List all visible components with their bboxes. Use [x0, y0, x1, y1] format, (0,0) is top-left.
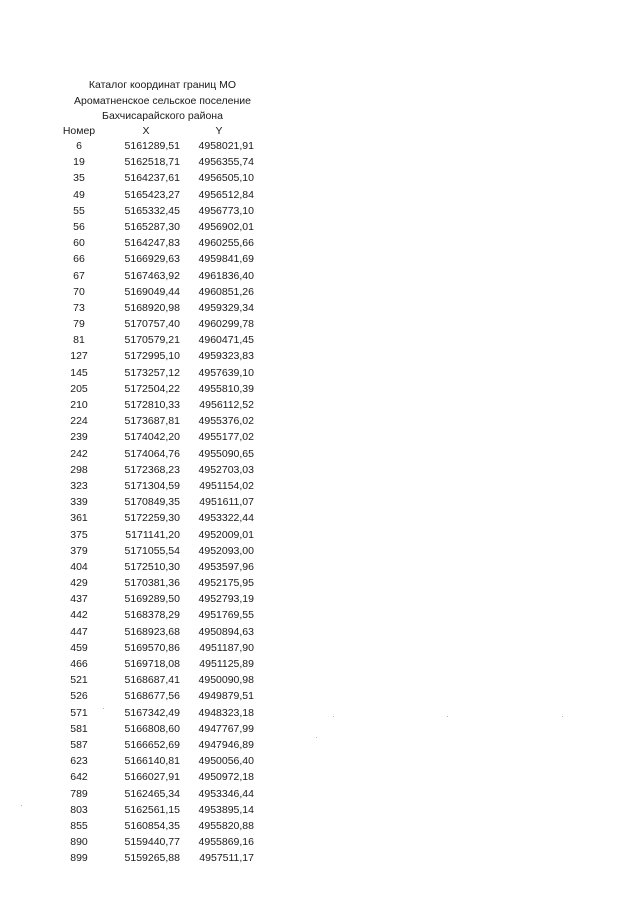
point-number: 70 [73, 285, 85, 298]
x-coordinate: 5171304,59 [124, 479, 180, 492]
table-row [0, 656, 639, 672]
table-row [0, 624, 639, 640]
point-number: 789 [70, 787, 88, 800]
x-coordinate: 5166929,63 [124, 253, 180, 266]
table-row [0, 786, 639, 802]
y-coordinate: 4959323,83 [198, 350, 254, 363]
point-number: 73 [73, 301, 85, 314]
catalog-settlement-name: Ароматненское сельское поселение [74, 95, 251, 107]
y-coordinate: 4950056,40 [198, 755, 254, 768]
table-row [0, 494, 639, 510]
point-number: 361 [70, 512, 88, 525]
table-row [0, 834, 639, 850]
table-row [0, 510, 639, 526]
y-coordinate: 4952175,95 [198, 577, 254, 590]
table-row [0, 802, 639, 818]
table-row [0, 818, 639, 834]
point-number: 442 [70, 609, 88, 622]
y-coordinate: 4953322,44 [198, 512, 254, 525]
x-coordinate: 5160854,35 [124, 819, 180, 832]
point-number: 429 [70, 577, 88, 590]
x-coordinate: 5172995,10 [124, 350, 180, 363]
y-coordinate: 4959841,69 [198, 253, 254, 266]
column-headers [0, 123, 639, 139]
x-coordinate: 5168687,41 [124, 674, 180, 687]
x-coordinate: 5164237,61 [124, 172, 180, 185]
y-coordinate: 4955869,16 [198, 836, 254, 849]
table-row [0, 365, 639, 381]
x-coordinate: 5170849,35 [124, 496, 180, 509]
point-number: 6 [76, 140, 82, 152]
y-coordinate: 4956512,84 [198, 188, 254, 201]
table-row [0, 429, 639, 445]
x-coordinate: 5159440,77 [124, 836, 180, 849]
point-number: 210 [70, 399, 88, 411]
point-number: 60 [73, 237, 85, 250]
y-coordinate: 4956112,52 [199, 399, 254, 411]
scan-speck [21, 805, 22, 806]
table-row [0, 413, 639, 429]
point-number: 79 [73, 318, 85, 331]
y-coordinate: 4952093,00 [198, 544, 254, 557]
x-coordinate: 5170757,40 [124, 318, 180, 331]
point-number: 581 [70, 722, 88, 735]
x-coordinate: 5168378,29 [124, 609, 180, 622]
y-coordinate: 4952009,01 [198, 528, 254, 541]
table-row [0, 251, 639, 267]
x-coordinate: 5165423,27 [124, 188, 180, 201]
point-number: 571 [70, 706, 88, 719]
table-row [0, 187, 639, 203]
y-coordinate: 4956902,01 [198, 220, 254, 233]
table-row [0, 138, 639, 154]
y-coordinate: 4958021,91 [198, 140, 254, 152]
scan-speck [447, 716, 448, 717]
table-row [0, 284, 639, 300]
x-coordinate: 5174064,76 [124, 447, 180, 460]
x-coordinate: 5161289,51 [124, 140, 180, 152]
table-row [0, 640, 639, 656]
table-row [0, 607, 639, 623]
x-coordinate: 5174042,20 [124, 431, 180, 444]
point-number: 127 [70, 350, 88, 363]
y-coordinate: 4953895,14 [198, 803, 254, 816]
table-row [0, 219, 639, 235]
x-coordinate: 5166140,81 [124, 755, 180, 768]
x-coordinate: 5169289,50 [124, 593, 180, 606]
x-coordinate: 5172510,30 [124, 560, 180, 573]
point-number: 323 [70, 479, 88, 492]
point-number: 19 [73, 156, 85, 169]
y-coordinate: 4955090,65 [198, 447, 254, 460]
table-row [0, 753, 639, 769]
x-coordinate: 5172368,23 [124, 463, 180, 476]
point-number: 459 [70, 641, 88, 654]
point-number: 437 [70, 593, 88, 606]
x-coordinate: 5173257,12 [124, 366, 180, 379]
x-coordinate: 5164247,83 [124, 237, 180, 250]
table-row [0, 154, 639, 170]
x-coordinate: 5172259,30 [124, 512, 180, 525]
y-coordinate: 4960471,45 [198, 334, 254, 347]
table-row [0, 300, 639, 316]
scan-speck [316, 737, 317, 738]
y-coordinate: 4957511,17 [199, 852, 254, 865]
y-coordinate: 4955810,39 [198, 382, 254, 395]
x-coordinate: 5166652,69 [124, 738, 180, 751]
point-number: 899 [70, 852, 88, 865]
x-coordinate: 5168920,98 [124, 301, 180, 314]
point-number: 642 [70, 771, 88, 784]
y-coordinate: 4960255,66 [198, 237, 254, 250]
y-coordinate: 4956505,10 [198, 172, 254, 185]
x-coordinate: 5172810,33 [124, 399, 180, 411]
point-number: 855 [70, 819, 88, 832]
x-coordinate: 5168677,56 [124, 690, 180, 703]
x-coordinate: 5167463,92 [124, 269, 180, 282]
table-row [0, 769, 639, 785]
point-number: 521 [70, 674, 88, 687]
y-coordinate: 4952703,03 [198, 463, 254, 476]
table-row [0, 316, 639, 332]
column-header-x: X [142, 125, 150, 137]
point-number: 81 [73, 334, 85, 347]
table-row [0, 381, 639, 397]
point-number: 145 [70, 366, 88, 379]
x-coordinate: 5170381,36 [124, 577, 180, 590]
y-coordinate: 4955376,02 [198, 415, 254, 428]
y-coordinate: 4956773,10 [198, 204, 254, 217]
column-header-number: Номер [62, 125, 96, 137]
x-coordinate: 5165332,45 [124, 204, 180, 217]
point-number: 239 [70, 431, 88, 444]
y-coordinate: 4948323,18 [198, 706, 254, 719]
table-row [0, 705, 639, 721]
point-number: 587 [70, 738, 88, 751]
table-row [0, 672, 639, 688]
y-coordinate: 4951125,89 [199, 658, 254, 670]
point-number: 466 [70, 658, 88, 670]
y-coordinate: 4950090,98 [198, 674, 254, 687]
y-coordinate: 4957639,10 [198, 366, 254, 379]
y-coordinate: 4951611,07 [199, 496, 254, 509]
y-coordinate: 4947767,99 [198, 722, 254, 735]
y-coordinate: 4949879,51 [198, 690, 254, 703]
x-coordinate: 5169049,44 [124, 285, 180, 298]
table-row [0, 170, 639, 186]
y-coordinate: 4950894,63 [198, 625, 254, 638]
y-coordinate: 4951769,55 [198, 609, 254, 622]
point-number: 242 [70, 447, 88, 460]
y-coordinate: 4955177,02 [198, 431, 254, 444]
table-row [0, 462, 639, 478]
point-number: 224 [70, 415, 88, 428]
y-coordinate: 4959329,34 [198, 301, 254, 314]
point-number: 67 [73, 269, 85, 282]
x-coordinate: 5162518,71 [124, 156, 180, 169]
table-row [0, 559, 639, 575]
x-coordinate: 5173687,81 [124, 415, 180, 428]
point-number: 379 [70, 544, 88, 557]
table-row [0, 397, 639, 413]
x-coordinate: 5169570,86 [124, 641, 180, 654]
y-coordinate: 4951154,02 [199, 479, 254, 492]
x-coordinate: 5170579,21 [124, 334, 180, 347]
point-number: 66 [73, 253, 85, 266]
table-row [0, 348, 639, 364]
x-coordinate: 5167342,49 [124, 706, 180, 719]
point-number: 56 [73, 220, 85, 233]
table-row [0, 591, 639, 607]
y-coordinate: 4951187,90 [199, 641, 254, 654]
table-row [0, 268, 639, 284]
table-row [0, 543, 639, 559]
point-number: 339 [70, 496, 88, 509]
point-number: 49 [73, 188, 85, 201]
x-coordinate: 5166027,91 [124, 771, 180, 784]
x-coordinate: 5171141,20 [125, 528, 180, 541]
table-row [0, 478, 639, 494]
table-row [0, 575, 639, 591]
table-row [0, 850, 639, 866]
x-coordinate: 5159265,88 [124, 852, 180, 865]
scan-speck [333, 716, 334, 717]
x-coordinate: 5172504,22 [124, 382, 180, 395]
y-coordinate: 4960851,26 [198, 285, 254, 298]
y-coordinate: 4960299,78 [198, 318, 254, 331]
y-coordinate: 4952793,19 [198, 593, 254, 606]
table-row [0, 737, 639, 753]
point-number: 404 [70, 560, 88, 573]
point-number: 890 [70, 836, 88, 849]
table-row [0, 446, 639, 462]
y-coordinate: 4947946,89 [198, 738, 254, 751]
catalog-title: Каталог координат границ МО [88, 79, 237, 91]
column-header-y: Y [215, 125, 223, 137]
x-coordinate: 5165287,30 [124, 220, 180, 233]
point-number: 205 [70, 382, 88, 395]
table-row [0, 332, 639, 348]
x-coordinate: 5168923,68 [124, 625, 180, 638]
table-row [0, 688, 639, 704]
table-row [0, 527, 639, 543]
point-number: 447 [70, 625, 88, 638]
y-coordinate: 4950972,18 [198, 771, 254, 784]
point-number: 526 [70, 690, 88, 703]
x-coordinate: 5162465,34 [124, 787, 180, 800]
catalog-district-name: Бахчисарайского района [102, 110, 223, 122]
point-number: 375 [70, 528, 88, 541]
scan-speck [103, 708, 104, 709]
y-coordinate: 4953346,44 [198, 787, 254, 800]
point-number: 298 [70, 463, 88, 476]
y-coordinate: 4956355,74 [198, 156, 254, 169]
point-number: 803 [70, 803, 88, 816]
x-coordinate: 5171055,54 [124, 544, 180, 557]
x-coordinate: 5166808,60 [124, 722, 180, 735]
table-row [0, 721, 639, 737]
scan-speck [562, 716, 563, 717]
point-number: 55 [73, 204, 85, 217]
y-coordinate: 4961836,40 [198, 269, 254, 282]
y-coordinate: 4953597,96 [198, 560, 254, 573]
table-row [0, 235, 639, 251]
coordinate-table [0, 138, 639, 866]
y-coordinate: 4955820,88 [198, 819, 254, 832]
table-row [0, 203, 639, 219]
x-coordinate: 5162561,15 [124, 803, 180, 816]
point-number: 35 [73, 172, 85, 185]
point-number: 623 [70, 755, 88, 768]
x-coordinate: 5169718,08 [124, 658, 180, 670]
